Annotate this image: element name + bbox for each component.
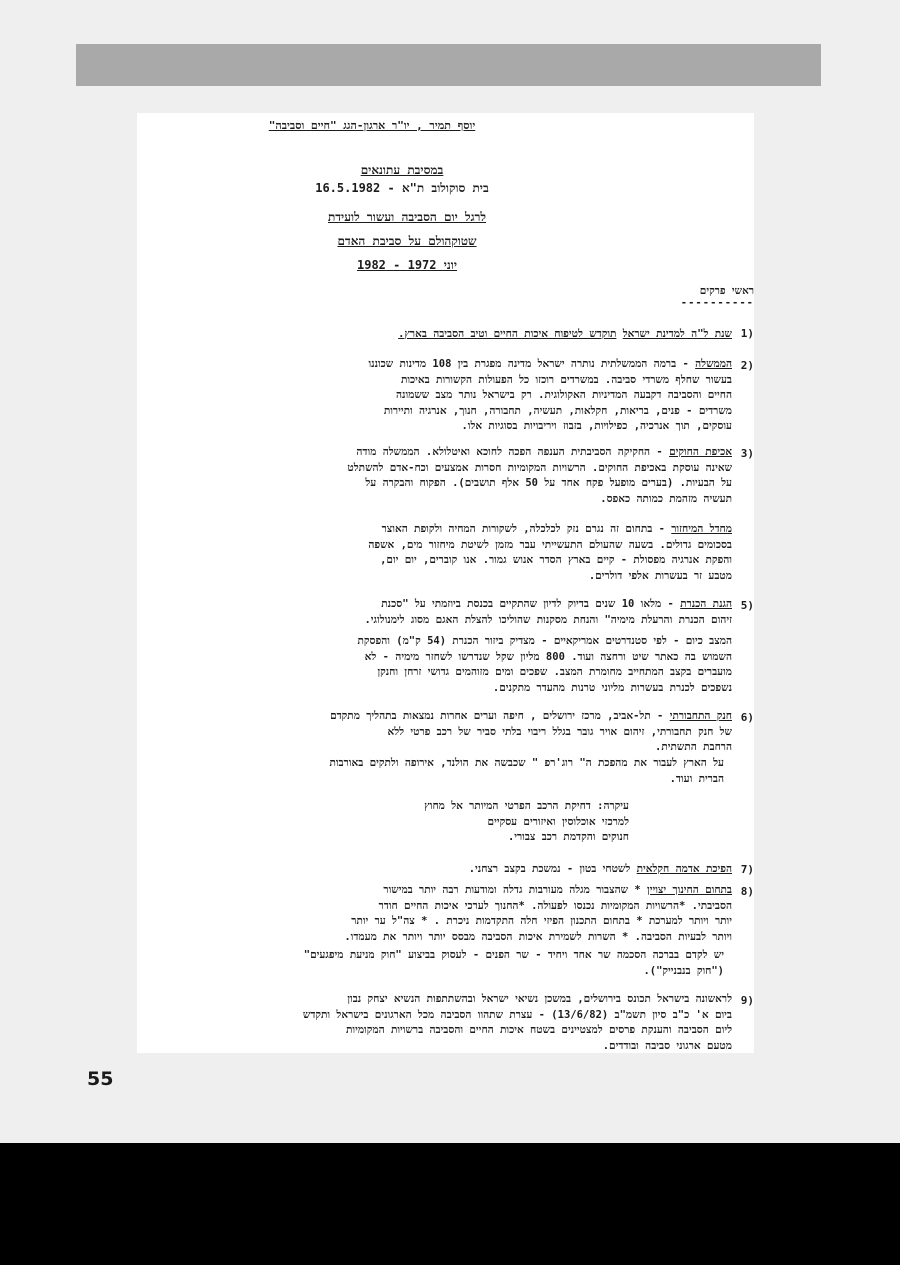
item-5-text: הגנת הכנרת - מלאו 10 שנים בדיוק לדיון שהתקיים בכנסת ביוזמתי על "סכנת זיהום הכנרת והרעלת מימיה" והנחת מסקנות שהוליכו להצלת האגם מסוג לימנולוגי. [364,598,732,626]
item-8-text: בתחום החינוך יצויין * שהצבור מגלה מעורבות גדלה ומודעות רבה יותר במישור הסביבתי. *הרשויות המקומיות נכנסו לפעולה. *החנוך לערכי איכות החיים חודר יותר ויותר למערכת * בתחום התכנון הפיזי חלה התקדמות ניכרת . * צה"ל ער יותר ויותר לבעיות הסביבה. * השרות לשמירת איכות הסביבה מבסס יותר ויותר את מעמדו. [344,884,732,943]
item-2-text: הממשלה - ברמה הממשלתית נותרה ישראל מדינה מפגרת בין 108 מדינות שכוננו בעשור שחלף משרדי סביבה. במשרדים רוכזו כל הפעולות הקשורות באיכות החיים והסביבה דקבעה המדיניות האקולוגית. רק בישראל נותר מצב ששמונה משרדים - פנים, בריאות, חקלאות, תעשיה, תחבורה, חנוך, אנרגיה ותיירות עוסקים, תוך אנרכיה, כפילויות, בזבוז ויריבויות בסוגיות אלו. [368,358,732,432]
item-6-subtext-2: עיקרה: דחיקת הרכב הפרטי המיותר אל מחוץ למרכזי אוכלוסין ואיזורים עסקיים חנוקים והקדמת רכב צבורי. [424,800,629,843]
item-9-text: לראשונה בישראל תכונס בירושלים, במשכן נשיאי ישראל ובהשתתפות הנשיא יצחק נבון ביום א' כ"ב סיון תשמ"ב (13/6/82) - עצרת שתהוו הסביבה מכל הארגונים בישראל ותקדש ליום הסביבה והענקת פרסים למצטיינים בשטח איכות החיים והסביבה ברשויות המקומיות מטעם ארגוני סביבה ובודדים. [302,993,732,1052]
occasion-line-1: לרגל יום הסביבה ועשור לועידת [327,210,487,224]
occasion-line-2: שטוקהולם על סביבת האדם [337,234,477,248]
toc-label: ראשי פרקים [699,285,754,297]
item-8-subtext: יש לקדם בברכה הסכמה שר אחד ויחיד - שר הפנים - לעסוק בביצוע "חוק מניעת מיפגעים" ("חוק בנבנייק"). [303,949,724,977]
item-6-number: 6) [740,711,754,724]
item-3-text: אכיפת החוקים - החקיקה הסביבתית הענפה הפכה לחוכא ואיטלולא. הממשלה מודה שאינה עוסקת באכיפת החוקים. הרשויות המקומיות חסרות אמצעים וכח-אדם להשתלט על הבעיות. (בערים מופעל פקח אחד על 50 אלף תושבים). הפקוח והבקרה על תעשיה מזהמת כמותה כאפס. [347,446,732,505]
item-1-text: שנת ל"ה למדינת ישראל תוקדש לטיפוח איכות החיים וטיב הסביבה בארץ. [398,328,732,340]
occasion-line-3: יוני 1972 - 1982 [357,258,457,272]
item-9-number: 9) [740,994,754,1007]
toc-rule: ---------- [680,297,754,309]
event-place: בית סוקולוב ת"א - 16.5.1982 [315,181,489,195]
page-number: 55 [87,1068,114,1090]
item-5-number: 5) [740,599,754,612]
item-6-text: חנק התחבורתי - תל-אביב, מרכז ירושלים , חיפה וערים אחרות נמצאות בתהליך מתקדם של חנק תחבורתי, זיהום אויר גובר בגלל ריבוי בלתי סביר של רכב פרטי ללא הרחבת התשתית. [330,710,732,753]
item-6-subtext: על הארץ לעבור את מהפכת ה" רוג'רפ " שכבשה את הולנד, אירופה ולתקים באורבות הברית ועוד. [329,757,724,785]
document-page [137,113,754,1053]
item-2-number: 2) [740,359,754,372]
item-3-number: 3) [740,447,754,460]
item-8-number: 8) [740,885,754,898]
item-4-text: מחדל המיחזור - בתחום זה נגרם נזק לכלכלה, לשקורות המחיה ולקופת האוצר בסכומים גדולים. בשעה שהעולם התעשייתי עבר מזמן לשיטת מיחזור מים, אשפה והפקת אנרגיה מפסולת - קיים בארץ הסדר אנוש גמור. אנו קוברים, יום יום, מטבע זר בעשרות אלפי דולרים. [368,523,732,582]
item-5-subtext: המצב כיום - לפי סטנדרטים אמריקאיים - מצדיק ביזור הכנרת (54 ק"מ) והפסקת השמוש בה כאתר שיט ורחצה ועוד. 800 מליון שקל שנדרשו לשחזר מימיה - לא מועברים בקצב המתחייב מחומרת המצב. שפכים ומים מזוהמים גדושי זרחן וחנקן נשפכים לכנרת בעשרות מליוני טרנות מהעדר מתקנים. [357,635,732,694]
item-7-text: הפיכת אדמה חקלאית לשטחי בטון - נמשכת בקצב רצחני. [468,863,732,875]
event-title: במסיבת עתונאים [360,163,444,177]
item-7-number: 7) [740,863,754,876]
header-band [76,44,821,86]
item-1-number: 1) [740,327,754,340]
author-line: יוסף תמיר , יו"ר ארגון-הגג "חיים וסביבה" [268,119,476,132]
